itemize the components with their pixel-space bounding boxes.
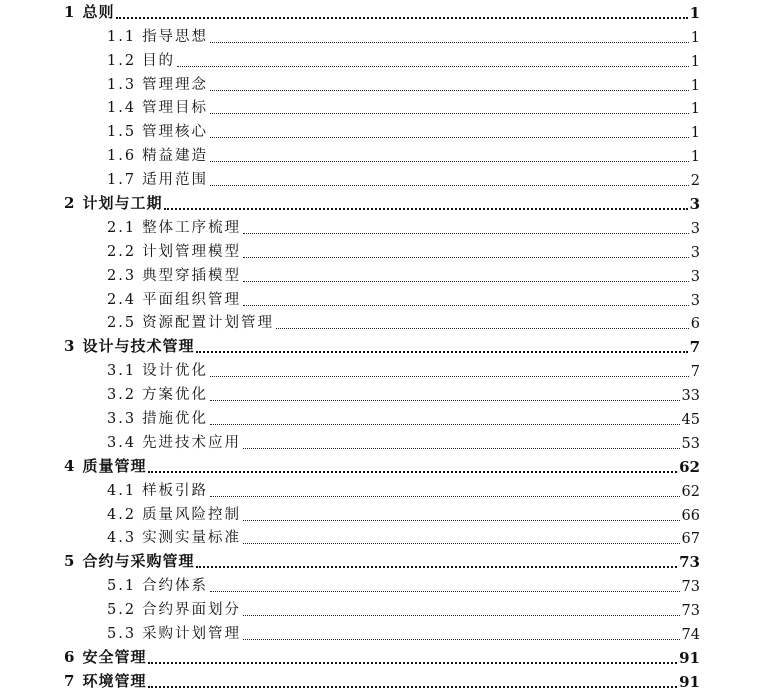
toc-page-number: 1 (690, 125, 700, 142)
toc-page-number: 2 (690, 173, 700, 190)
toc-page-number: 7 (690, 364, 700, 381)
toc-entry-title: 适用范围 (142, 172, 209, 189)
toc-entry-title: 管理理念 (142, 76, 209, 93)
toc-section-entry[interactable] (64, 311, 700, 335)
toc-entry-title: 合约体系 (142, 578, 209, 595)
toc-entry-title: 计划管理模型 (142, 243, 242, 260)
toc-entry-number: 2.5 (107, 315, 137, 332)
toc-chapter-entry[interactable] (64, 454, 700, 478)
toc-dot-leader (243, 607, 679, 616)
toc-entry-label (107, 73, 208, 96)
toc-entry-title: 合约与采购管理 (82, 552, 195, 571)
toc-dot-leader (243, 225, 689, 234)
toc-entry-label (107, 479, 208, 502)
toc-entry-number: 3.3 (107, 411, 137, 428)
toc-page-number: 1 (690, 77, 700, 94)
toc-entry-label (107, 25, 208, 48)
toc-dot-leader (243, 631, 679, 640)
toc-dot-leader (243, 535, 679, 544)
toc-section-entry[interactable] (64, 143, 700, 167)
toc-section-entry[interactable] (64, 239, 700, 263)
toc-dot-leader (210, 488, 679, 497)
toc-entry-title: 合约界面划分 (142, 602, 242, 619)
toc-entry-label (107, 49, 175, 72)
toc-page-number: 62 (681, 483, 700, 500)
toc-entry-title: 先进技术应用 (142, 434, 242, 451)
toc-entry-label (64, 455, 146, 478)
toc-section-entry[interactable] (64, 287, 700, 311)
toc-page-number: 91 (679, 648, 700, 667)
toc-entry-number: 7 (64, 671, 75, 690)
toc-dot-leader (148, 463, 677, 473)
toc-section-entry[interactable] (64, 358, 700, 382)
toc-entry-label (107, 168, 208, 191)
toc-entry-label (107, 144, 208, 167)
toc-dot-leader (210, 392, 679, 401)
toc-dot-leader (210, 105, 689, 114)
toc-entry-label (107, 359, 208, 382)
toc-dot-leader (243, 440, 679, 449)
toc-entry-label (107, 431, 241, 454)
toc-entry-title: 目的 (142, 52, 176, 69)
toc-entry-label (107, 288, 241, 311)
toc-chapter-entry[interactable] (64, 191, 700, 215)
toc-entry-number: 1.3 (107, 76, 137, 93)
toc-page-number: 1 (689, 3, 700, 22)
toc-entry-number: 2.1 (107, 219, 137, 236)
toc-page-number: 53 (681, 435, 700, 452)
table-of-contents (64, 0, 700, 693)
toc-dot-leader (164, 200, 687, 210)
toc-dot-leader (148, 654, 677, 664)
toc-entry-number: 2.2 (107, 243, 137, 260)
toc-entry-number: 4 (64, 456, 75, 475)
toc-entry-number: 2.3 (107, 267, 137, 284)
toc-dot-leader (210, 82, 689, 91)
toc-entry-title: 设计优化 (142, 363, 209, 380)
toc-dot-leader (243, 297, 689, 306)
toc-dot-leader (210, 368, 689, 377)
toc-section-entry[interactable] (64, 167, 700, 191)
toc-dot-leader (210, 177, 689, 186)
toc-entry-title: 措施优化 (142, 411, 209, 428)
toc-entry-number: 3.4 (107, 434, 137, 451)
toc-page-number: 3 (690, 292, 700, 309)
toc-chapter-entry[interactable] (64, 0, 700, 24)
toc-entry-number: 6 (64, 647, 75, 666)
toc-entry-label (107, 622, 241, 645)
toc-section-entry[interactable] (64, 96, 700, 120)
toc-entry-label (107, 264, 241, 287)
toc-page-number: 66 (681, 507, 700, 524)
toc-section-entry[interactable] (64, 573, 700, 597)
toc-page-number: 3 (690, 220, 700, 237)
toc-dot-leader (243, 249, 689, 258)
toc-dot-leader (148, 678, 677, 688)
toc-chapter-entry[interactable] (64, 549, 700, 573)
toc-entry-title: 总则 (82, 2, 115, 21)
toc-page-number: 1 (690, 53, 700, 70)
toc-page-number: 1 (690, 149, 700, 166)
toc-entry-label (107, 311, 274, 334)
toc-entry-label (107, 120, 208, 143)
toc-entry-number: 1.4 (107, 100, 137, 117)
toc-entry-title: 管理核心 (142, 124, 209, 141)
toc-dot-leader (116, 9, 687, 19)
toc-dot-leader (243, 512, 679, 521)
toc-entry-label (64, 1, 114, 24)
toc-entry-label (64, 192, 162, 215)
toc-section-entry[interactable] (64, 72, 700, 96)
toc-entry-label (107, 240, 241, 263)
toc-entry-title: 样板引路 (142, 482, 209, 499)
toc-entry-title: 计划与工期 (82, 194, 163, 213)
toc-entry-title: 典型穿插模型 (142, 267, 242, 284)
toc-entry-number: 3 (64, 337, 75, 356)
toc-section-entry[interactable] (64, 430, 700, 454)
toc-entry-number: 5 (64, 552, 75, 571)
toc-entry-title: 方案优化 (142, 387, 209, 404)
toc-entry-label (64, 550, 194, 573)
toc-page-number: 62 (679, 457, 700, 476)
toc-page-number: 73 (679, 553, 700, 572)
toc-page-number: 1 (690, 29, 700, 46)
toc-entry-title: 采购计划管理 (142, 626, 242, 643)
toc-section-entry[interactable] (64, 215, 700, 239)
toc-dot-leader (210, 34, 689, 43)
toc-section-entry[interactable] (64, 48, 700, 72)
toc-dot-leader (210, 129, 689, 138)
toc-entry-title: 质量管理 (82, 456, 147, 475)
toc-entry-title: 平面组织管理 (142, 291, 242, 308)
toc-entry-label (107, 383, 208, 406)
toc-page-number: 91 (679, 672, 700, 691)
toc-entry-title: 资源配置计划管理 (142, 315, 275, 332)
toc-entry-number: 4.1 (107, 482, 137, 499)
toc-entry-label (64, 670, 146, 693)
toc-section-entry[interactable] (64, 502, 700, 526)
toc-dot-leader (177, 58, 689, 67)
toc-section-entry[interactable] (64, 478, 700, 502)
toc-chapter-entry[interactable] (64, 334, 700, 358)
toc-entry-number: 1.5 (107, 124, 137, 141)
toc-dot-leader (210, 153, 689, 162)
toc-section-entry[interactable] (64, 24, 700, 48)
toc-dot-leader (276, 320, 689, 329)
toc-entry-label (107, 574, 208, 597)
toc-page-number: 74 (681, 627, 700, 644)
toc-entry-number: 3.1 (107, 363, 137, 380)
toc-section-entry[interactable] (64, 526, 700, 550)
toc-dot-leader (210, 583, 679, 592)
toc-entry-title: 整体工序梳理 (142, 219, 242, 236)
toc-chapter-entry[interactable] (64, 645, 700, 669)
toc-page-number: 7 (689, 338, 700, 357)
toc-dot-leader (196, 343, 687, 353)
toc-entry-number: 1.7 (107, 172, 137, 189)
toc-entry-number: 1.2 (107, 52, 137, 69)
toc-page-number: 33 (681, 388, 700, 405)
toc-entry-number: 5.2 (107, 602, 137, 619)
toc-entry-number: 1.6 (107, 148, 137, 165)
toc-entry-label (107, 407, 208, 430)
toc-entry-label (107, 96, 208, 119)
toc-entry-title: 设计与技术管理 (82, 337, 195, 356)
toc-entry-title: 环境管理 (82, 671, 147, 690)
toc-entry-number: 3.2 (107, 387, 137, 404)
toc-entry-number: 4.3 (107, 530, 137, 547)
toc-section-entry[interactable] (64, 597, 700, 621)
toc-entry-number: 5.3 (107, 626, 137, 643)
toc-entry-title: 质量风险控制 (142, 506, 242, 523)
toc-page-number: 3 (689, 195, 700, 214)
toc-entry-title: 管理目标 (142, 100, 209, 117)
toc-section-entry[interactable] (64, 406, 700, 430)
toc-dot-leader (243, 273, 689, 282)
toc-entry-label (64, 646, 146, 669)
toc-entry-title: 安全管理 (82, 647, 147, 666)
toc-section-entry[interactable] (64, 382, 700, 406)
toc-page-number: 73 (681, 603, 700, 620)
toc-section-entry[interactable] (64, 119, 700, 143)
toc-page-number: 3 (690, 244, 700, 261)
toc-entry-number: 2 (64, 194, 75, 213)
toc-entry-number: 4.2 (107, 506, 137, 523)
toc-page-number: 6 (690, 316, 700, 333)
toc-section-entry[interactable] (64, 263, 700, 287)
toc-entry-number: 1.1 (107, 28, 137, 45)
toc-page-number: 67 (681, 531, 700, 548)
toc-page-number: 45 (681, 412, 700, 429)
toc-dot-leader (210, 416, 679, 425)
toc-entry-number: 1 (64, 2, 75, 21)
toc-section-entry[interactable] (64, 621, 700, 645)
toc-entry-label (107, 503, 241, 526)
toc-entry-title: 精益建造 (142, 148, 209, 165)
toc-page-number: 73 (681, 579, 700, 596)
toc-page-number: 1 (690, 101, 700, 118)
toc-entry-label (107, 526, 241, 549)
toc-entry-title: 实测实量标准 (142, 530, 242, 547)
toc-entry-number: 2.4 (107, 291, 137, 308)
toc-entry-number: 5.1 (107, 578, 137, 595)
toc-chapter-entry[interactable] (64, 669, 700, 693)
toc-dot-leader (196, 558, 677, 568)
toc-page-number: 3 (690, 268, 700, 285)
toc-entry-title: 指导思想 (142, 28, 209, 45)
toc-entry-label (64, 335, 194, 358)
toc-entry-label (107, 216, 241, 239)
toc-entry-label (107, 598, 241, 621)
